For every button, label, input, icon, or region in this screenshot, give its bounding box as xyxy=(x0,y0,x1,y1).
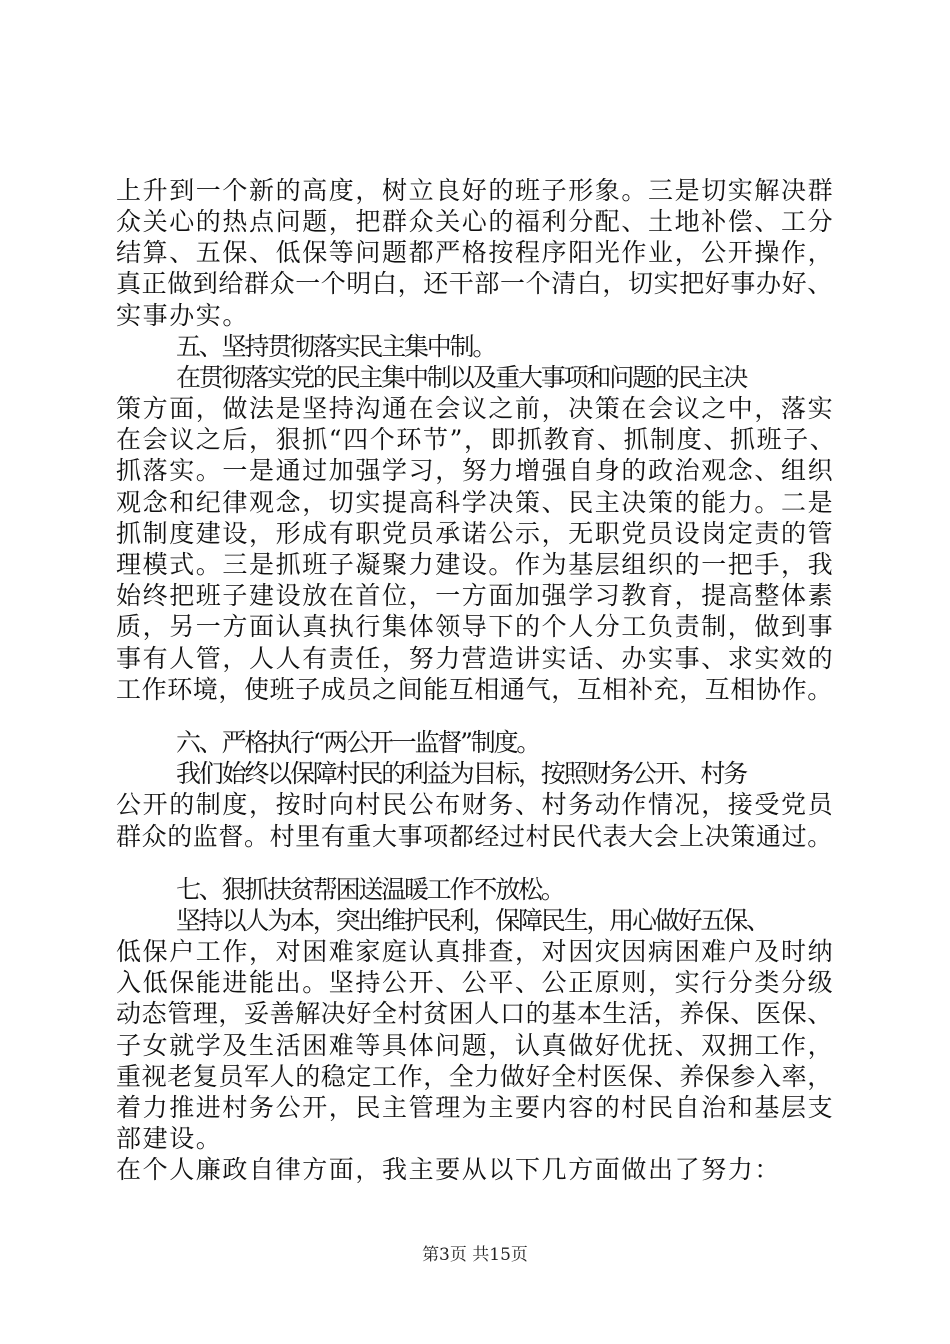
body-text-line: 质，另一方面认真执行集体领导下的个人分工负责制，做到事 xyxy=(116,612,835,641)
section-heading-7: 七、狠抓扶贫帮困送温暖工作不放松。 xyxy=(176,875,564,904)
body-text-line: 实事办实。 xyxy=(116,301,250,330)
body-text-line: 抓制度建设，形成有职党员承诺公示，无职党员设岗定责的管 xyxy=(116,519,835,548)
body-text-line: 抓落实。一是通过加强学习，努力增强自身的政治观念、组织 xyxy=(116,456,835,485)
body-text-line: 观念和纪律观念，切实提高科学决策、民主决策的能力。二是 xyxy=(116,488,835,517)
body-text-line: 结算、五保、低保等问题都严格按程序阳光作业，公开操作， xyxy=(116,238,835,267)
body-text-line: 部建设。 xyxy=(116,1124,223,1153)
body-text-line: 着力推进村务公开，民主管理为主要内容的村民自治和基层支 xyxy=(116,1093,835,1122)
body-text-line: 低保户工作，对困难家庭认真排查，对因灾因病困难户及时纳 xyxy=(116,937,835,966)
body-text-line: 上升到一个新的高度，树立良好的班子形象。三是切实解决群 xyxy=(116,176,835,205)
body-text-line: 入低保能进能出。坚持公开、公平、公正原则，实行分类分级 xyxy=(116,968,835,997)
body-text-line: 策方面，做法是坚持沟通在会议之前，决策在会议之中，落实 xyxy=(116,394,835,423)
body-text-line: 我们始终以保障村民的利益为目标，按照财务公开、村务 xyxy=(176,759,747,788)
body-text-line: 事有人管，人人有责任，努力营造讲实话、办实事、求实效的 xyxy=(116,644,835,673)
body-text-line: 在会议之后，狠抓“四个环节”，即抓教育、抓制度、抓班子、 xyxy=(116,425,837,454)
section-heading-5: 五、坚持贯彻落实民主集中制。 xyxy=(176,332,496,361)
body-text-line: 子女就学及生活困难等具体问题，认真做好优抚、双拥工作， xyxy=(116,1031,835,1060)
body-text-line: 公开的制度，按时向村民公布财务、村务动作情况，接受党员 xyxy=(116,790,835,819)
body-text-line: 动态管理，妥善解决好全村贫困人口的基本生活，养保、医保、 xyxy=(116,999,833,1028)
section-heading-6: 六、严格执行“两公开一监督”制度。 xyxy=(176,728,540,757)
body-text-line: 理模式。三是抓班子凝聚力建设。作为基层组织的一把手，我 xyxy=(116,550,835,579)
page-number-footer: 第3页 共15页 xyxy=(422,1245,528,1265)
body-text-line: 真正做到给群众一个明白，还干部一个清白，切实把好事办好、 xyxy=(116,269,833,298)
body-text-line: 群众的监督。村里有重大事项都经过村民代表大会上决策通过。 xyxy=(116,822,833,851)
body-text-line: 众关心的热点问题，把群众关心的福利分配、土地补偿、工分 xyxy=(116,207,835,236)
body-text-line: 在个人廉政自律方面，我主要从以下几方面做出了努力： xyxy=(116,1155,782,1184)
body-text-line: 始终把班子建设放在首位，一方面加强学习教育，提高整体素 xyxy=(116,581,835,610)
body-text-line: 坚持以人为本，突出维护民利，保障民生，用心做好五保、 xyxy=(176,906,769,935)
body-text-line: 工作环境，使班子成员之间能互相通气，互相补充，互相协作。 xyxy=(116,675,833,704)
body-text-line: 重视老复员军人的稳定工作，全力做好全村医保、养保参入率， xyxy=(116,1062,833,1091)
body-text-line: 在贯彻落实党的民主集中制以及重大事项和问题的民主决 xyxy=(176,363,747,392)
